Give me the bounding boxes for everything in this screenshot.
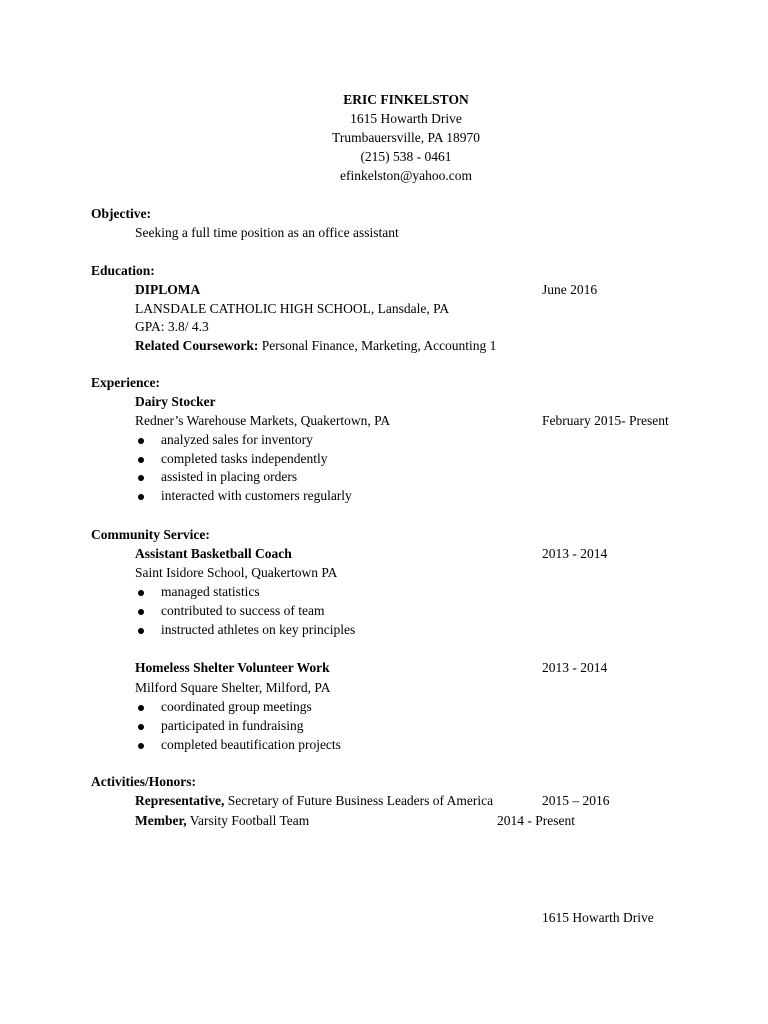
community-bullet: participated in fundraising <box>161 718 304 733</box>
activity-role: Representative, <box>135 793 225 808</box>
community-title: Homeless Shelter Volunteer Work <box>135 660 330 675</box>
activity-item <box>135 811 309 830</box>
bullet-dot <box>138 601 144 620</box>
experience-bullet: assisted in placing orders <box>161 469 298 484</box>
community-bullet: contributed to success of team <box>161 603 325 618</box>
activity-date: 2015 – 2016 <box>542 793 610 808</box>
bullet-dot <box>138 620 144 639</box>
experience-date: February 2015- Present <box>542 413 669 428</box>
city-state-zip: Trumbauersville, PA 18970 <box>332 130 480 145</box>
coursework-list: Personal Finance, Marketing, Accounting 1 <box>258 338 497 353</box>
community-org: Saint Isidore School, Quakertown PA <box>135 565 338 580</box>
community-heading: Community Service: <box>91 527 210 542</box>
activity-role: Member, <box>135 813 187 828</box>
activity-text: Secretary of Future Business Leaders of America <box>224 793 494 808</box>
contact-header <box>0 90 768 185</box>
community-org: Milford Square Shelter, Milford, PA <box>135 680 331 695</box>
bullet-dot <box>138 486 144 505</box>
activity-item <box>135 791 493 810</box>
objective-heading: Objective: <box>91 206 151 221</box>
experience-bullet: analyzed sales for inventory <box>161 432 313 447</box>
experience-bullet: completed tasks independently <box>161 451 328 466</box>
bullet-dot <box>138 430 144 449</box>
community-title: Assistant Basketball Coach <box>135 546 292 561</box>
coursework-label: Related Coursework: <box>135 338 259 353</box>
objective-text: Seeking a full time position as an office assistant <box>135 225 399 240</box>
experience-employer: Redner’s Warehouse Markets, Quakertown, PA <box>135 413 391 428</box>
community-date: 2013 - 2014 <box>542 546 608 561</box>
activity-text: Varsity Football Team <box>186 813 310 828</box>
applicant-name: ERIC FINKELSTON <box>343 92 469 107</box>
bullet-dot <box>138 467 144 486</box>
community-bullet: coordinated group meetings <box>161 699 312 714</box>
phone-number: (215) 538 - 0461 <box>360 149 452 164</box>
footer-address: 1615 Howarth Drive <box>542 910 654 925</box>
experience-heading: Experience: <box>91 375 160 390</box>
bullet-dot <box>138 716 144 735</box>
activities-heading: Activities/Honors: <box>91 774 196 789</box>
education-coursework <box>135 336 496 355</box>
bullet-dot <box>138 735 144 754</box>
street-address: 1615 Howarth Drive <box>350 111 462 126</box>
community-date: 2013 - 2014 <box>542 660 608 675</box>
email-address: efinkelston@yahoo.com <box>339 168 473 183</box>
education-heading: Education: <box>91 263 155 278</box>
education-degree: DIPLOMA <box>135 282 201 297</box>
community-bullet: instructed athletes on key principles <box>161 622 356 637</box>
community-bullet: completed beautification projects <box>161 737 341 752</box>
bullet-dot <box>138 697 144 716</box>
experience-title: Dairy Stocker <box>135 394 216 409</box>
activity-date: 2014 - Present <box>497 813 575 828</box>
education-gpa: GPA: 3.8/ 4.3 <box>135 319 209 334</box>
bullet-dot <box>138 449 144 468</box>
experience-bullet: interacted with customers regularly <box>161 488 352 503</box>
community-bullet: managed statistics <box>161 584 260 599</box>
education-date: June 2016 <box>542 282 598 297</box>
education-school: LANSDALE CATHOLIC HIGH SCHOOL, Lansdale, PA <box>135 301 450 316</box>
bullet-dot <box>138 582 144 601</box>
